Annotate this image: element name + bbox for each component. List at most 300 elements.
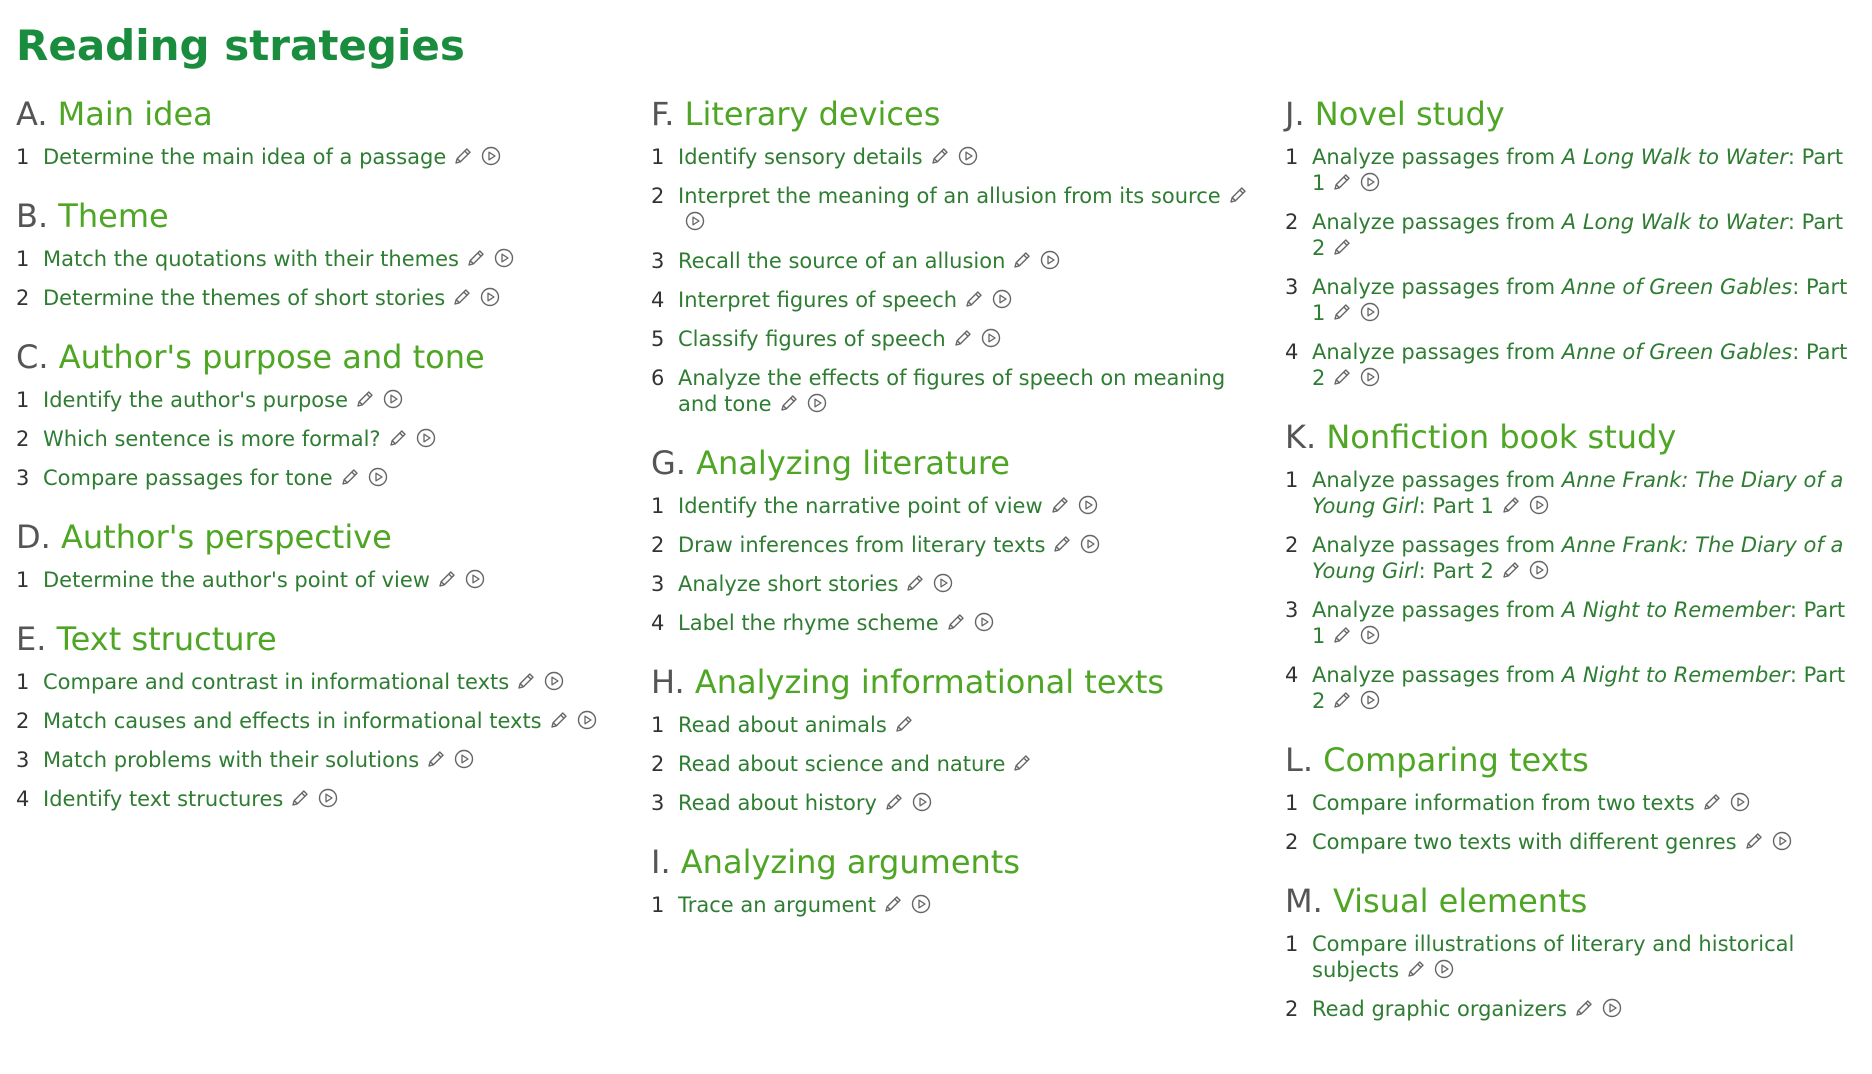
icon-shape [469, 251, 483, 265]
icon-shape [546, 673, 563, 690]
skill-number: 1 [1285, 468, 1299, 492]
skill-link[interactable] [1312, 598, 1845, 648]
column-1 [16, 92, 616, 836]
pencil-icon[interactable] [425, 748, 447, 770]
skill-link[interactable] [678, 791, 877, 815]
skill-item [651, 365, 1251, 417]
section-heading [651, 92, 1251, 136]
pencil-icon[interactable] [893, 713, 915, 735]
icon-shape [1705, 795, 1719, 809]
play-icon[interactable] [1079, 533, 1101, 555]
skill-section [1285, 415, 1855, 714]
skill-link[interactable] [678, 572, 898, 596]
skill-item [1285, 996, 1855, 1022]
skill-item [16, 144, 616, 170]
icon-shape [462, 755, 468, 763]
icon-graphic [1331, 689, 1353, 711]
icon-shape [1603, 1000, 1620, 1017]
icon-graphic [452, 145, 474, 167]
play-icon[interactable] [911, 791, 933, 813]
skill-list [16, 669, 616, 812]
pencil-icon[interactable] [339, 466, 361, 488]
skill-text: Analyze passages from [1312, 598, 1562, 622]
skill-number: 2 [1285, 210, 1299, 234]
skill-link[interactable] [1312, 340, 1847, 390]
play-icon[interactable] [1359, 689, 1381, 711]
icon-shape [519, 674, 533, 688]
skill-item [651, 892, 1251, 918]
icon-shape [502, 254, 508, 262]
skill-section [16, 617, 616, 812]
icon-graphic [317, 787, 339, 809]
skill-link[interactable] [1312, 145, 1843, 195]
skill-list [16, 567, 616, 593]
skill-text: Recall the source of an allusion [678, 249, 1006, 273]
pencil-icon[interactable] [451, 286, 473, 308]
icon-shape [1362, 627, 1379, 644]
icon-graphic [387, 427, 409, 449]
play-icon[interactable] [1359, 171, 1381, 193]
skill-text: Analyze passages from [1312, 275, 1562, 299]
icon-shape [967, 292, 981, 306]
skill-text: : Part 2 [1312, 663, 1846, 713]
skill-link[interactable] [1312, 663, 1845, 713]
section-heading [1285, 879, 1855, 923]
skill-number: 3 [16, 466, 30, 490]
skill-number: 2 [651, 752, 665, 776]
icon-graphic [339, 466, 361, 488]
skill-text: Determine the author's point of view [43, 568, 430, 592]
pencil-icon[interactable] [1573, 997, 1595, 1019]
play-icon[interactable] [806, 392, 828, 414]
icon-graphic [1331, 301, 1353, 323]
skill-link[interactable] [678, 366, 1225, 416]
skill-link[interactable] [1312, 210, 1843, 260]
icon-shape [1738, 798, 1744, 806]
icon-shape [1780, 837, 1786, 845]
skill-item [16, 669, 616, 695]
icon-shape [456, 751, 473, 768]
skill-item [1285, 931, 1855, 983]
play-icon[interactable] [980, 327, 1002, 349]
pencil-icon[interactable] [952, 327, 974, 349]
skill-text: Analyze passages from [1312, 468, 1562, 492]
skill-list [651, 892, 1251, 918]
play-icon[interactable] [991, 288, 1013, 310]
pencil-icon[interactable] [1331, 236, 1353, 258]
play-icon[interactable] [1077, 494, 1099, 516]
icon-shape [552, 677, 558, 685]
icon-graphic [1743, 830, 1765, 852]
pencil-icon[interactable] [1051, 533, 1073, 555]
pencil-icon[interactable] [354, 388, 376, 410]
section-letter: C. [16, 338, 49, 376]
section-heading [651, 840, 1251, 884]
icon-shape [1504, 563, 1518, 577]
skill-link[interactable] [1312, 468, 1843, 518]
play-icon[interactable] [464, 568, 486, 590]
play-icon[interactable] [367, 466, 389, 488]
pencil-icon[interactable] [1331, 689, 1353, 711]
skill-text: Which sentence is more formal? [43, 427, 381, 451]
icon-graphic [991, 288, 1013, 310]
icon-shape [489, 152, 495, 160]
icon-shape [417, 430, 434, 447]
icon-graphic [1331, 236, 1353, 258]
skill-section [16, 515, 616, 593]
icon-shape [919, 900, 925, 908]
skill-text: Determine the main idea of a passage [43, 145, 447, 169]
icon-shape [495, 250, 512, 267]
icon-shape [808, 395, 825, 412]
skill-link[interactable] [43, 670, 509, 694]
section-heading [16, 515, 616, 559]
icon-shape [1362, 692, 1379, 709]
pencil-icon[interactable] [465, 247, 487, 269]
skill-item [1285, 790, 1855, 816]
icon-shape [391, 431, 405, 445]
skill-number: 1 [1285, 145, 1299, 169]
icon-graphic [576, 709, 598, 731]
pencil-icon[interactable] [1500, 494, 1522, 516]
pencil-icon[interactable] [1331, 171, 1353, 193]
skill-link[interactable] [678, 145, 923, 169]
play-icon[interactable] [1359, 366, 1381, 388]
icon-shape [1537, 501, 1543, 509]
book-title: A Night to Remember [1561, 663, 1790, 687]
skill-link[interactable] [678, 288, 957, 312]
icon-graphic [289, 787, 311, 809]
icon-shape [1409, 962, 1423, 976]
play-icon[interactable] [480, 145, 502, 167]
icon-shape [488, 293, 494, 301]
icon-graphic [778, 392, 800, 414]
skill-text: Identify the author's purpose [43, 388, 348, 412]
skill-link[interactable] [1312, 275, 1847, 325]
pencil-icon[interactable] [1500, 559, 1522, 581]
section-title: Author's purpose and tone [58, 338, 485, 376]
skill-number: 1 [16, 247, 30, 271]
icon-shape [1362, 174, 1379, 191]
icon-graphic [1433, 958, 1455, 980]
play-icon[interactable] [453, 748, 475, 770]
play-icon[interactable] [910, 893, 932, 915]
play-icon[interactable] [493, 247, 515, 269]
icon-shape [966, 152, 972, 160]
icon-graphic [453, 748, 475, 770]
play-icon[interactable] [1039, 249, 1061, 271]
icon-shape [1610, 1004, 1616, 1012]
section-title: Analyzing arguments [680, 843, 1020, 881]
section-title: Novel study [1314, 95, 1505, 133]
pencil-icon[interactable] [387, 427, 409, 449]
skill-number: 3 [1285, 598, 1299, 622]
skill-link[interactable] [678, 184, 1221, 208]
pencil-icon[interactable] [548, 709, 570, 731]
play-icon[interactable] [576, 709, 598, 731]
skill-number: 2 [16, 427, 30, 451]
skill-list [16, 144, 616, 170]
section-letter: D. [16, 518, 51, 556]
icon-graphic [1331, 171, 1353, 193]
icon-shape [959, 148, 976, 165]
icon-graphic [973, 611, 995, 633]
icon-shape [1362, 304, 1379, 321]
skill-item [1285, 532, 1855, 584]
play-icon[interactable] [684, 210, 706, 232]
skill-number: 2 [1285, 997, 1299, 1021]
play-icon[interactable] [1601, 997, 1623, 1019]
section-title: Text structure [56, 620, 277, 658]
section-title: Analyzing literature [696, 444, 1010, 482]
icon-graphic [1359, 366, 1381, 388]
icon-shape [1362, 369, 1379, 386]
icon-graphic [957, 145, 979, 167]
skill-number: 1 [16, 388, 30, 412]
icon-shape [578, 712, 595, 729]
skill-text: Compare passages for tone [43, 466, 333, 490]
section-letter: L. [1285, 741, 1313, 779]
skill-list [651, 712, 1251, 816]
icon-shape [455, 290, 469, 304]
skill-link[interactable] [43, 145, 446, 169]
skill-number: 1 [651, 713, 665, 737]
skill-number: 3 [1285, 275, 1299, 299]
pencil-icon[interactable] [1743, 830, 1765, 852]
section-heading [16, 194, 616, 238]
pencil-icon[interactable] [1011, 249, 1033, 271]
icon-graphic [1701, 791, 1723, 813]
book-title: Anne of Green Gables [1561, 340, 1793, 364]
icon-graphic [465, 247, 487, 269]
play-icon[interactable] [1528, 559, 1550, 581]
icon-graphic [893, 713, 915, 735]
skill-number: 4 [651, 288, 665, 312]
icon-shape [989, 334, 995, 342]
section-heading [16, 617, 616, 661]
skill-link[interactable] [43, 466, 333, 490]
icon-graphic [1051, 533, 1073, 555]
icon-shape [1086, 501, 1092, 509]
skill-section [1285, 879, 1855, 1022]
skill-link[interactable] [43, 427, 381, 451]
pencil-icon[interactable] [1227, 184, 1249, 206]
skill-link[interactable] [43, 286, 445, 310]
pencil-icon[interactable] [289, 787, 311, 809]
skill-text: Label the rhyme scheme [678, 611, 939, 635]
skill-link[interactable] [678, 713, 887, 737]
skill-number: 1 [16, 670, 30, 694]
play-icon[interactable] [1359, 301, 1381, 323]
icon-graphic [1359, 689, 1381, 711]
icon-graphic [436, 568, 458, 590]
skill-link[interactable] [1312, 791, 1695, 815]
icon-shape [1335, 370, 1349, 384]
skill-link[interactable] [43, 568, 430, 592]
skill-section [651, 92, 1251, 417]
icon-graphic [367, 466, 389, 488]
skill-item [651, 712, 1251, 738]
skill-link[interactable] [43, 247, 459, 271]
pencil-icon[interactable] [1701, 791, 1723, 813]
skill-link[interactable] [678, 327, 946, 351]
play-icon[interactable] [479, 286, 501, 308]
icon-shape [1000, 295, 1006, 303]
skill-number: 1 [16, 145, 30, 169]
skill-text: Identify text structures [43, 787, 284, 811]
skill-link[interactable] [1312, 533, 1843, 583]
skill-link[interactable] [678, 893, 876, 917]
skill-item [16, 426, 616, 452]
skill-link[interactable] [678, 752, 1005, 776]
skill-list [1285, 467, 1855, 714]
book-title: Anne Frank: The Diary of a Young Girl [1312, 468, 1844, 518]
icon-graphic [1331, 366, 1353, 388]
skill-text: Analyze passages from [1312, 663, 1562, 687]
play-icon[interactable] [1359, 624, 1381, 646]
icon-shape [908, 576, 922, 590]
icon-graphic [806, 392, 828, 414]
icon-shape [1015, 253, 1029, 267]
icon-shape [913, 794, 930, 811]
play-icon[interactable] [973, 611, 995, 633]
skill-item [1285, 274, 1855, 326]
icon-graphic [910, 893, 932, 915]
skill-item [16, 747, 616, 773]
icon-shape [920, 798, 926, 806]
pencil-icon[interactable] [452, 145, 474, 167]
play-icon[interactable] [1729, 791, 1751, 813]
pencil-icon[interactable] [945, 611, 967, 633]
pencil-icon[interactable] [1331, 366, 1353, 388]
pencil-icon[interactable] [778, 392, 800, 414]
icon-shape [343, 470, 357, 484]
play-icon[interactable] [543, 670, 565, 692]
icon-graphic [1359, 301, 1381, 323]
play-icon[interactable] [415, 427, 437, 449]
skill-link[interactable] [43, 388, 348, 412]
pencil-icon[interactable] [882, 893, 904, 915]
icon-shape [1436, 961, 1453, 978]
section-title: Author's perspective [60, 518, 392, 556]
icon-graphic [911, 791, 933, 813]
section-heading [16, 92, 616, 136]
skill-item [651, 326, 1251, 352]
icon-graphic [543, 670, 565, 692]
icon-shape [1530, 562, 1547, 579]
pencil-icon[interactable] [1011, 752, 1033, 774]
book-title: A Long Walk to Water [1561, 145, 1788, 169]
column-3 [1285, 92, 1855, 1046]
icon-graphic [904, 572, 926, 594]
icon-shape [1055, 537, 1069, 551]
section-heading [16, 335, 616, 379]
pencil-icon[interactable] [1331, 624, 1353, 646]
skill-text: : Part 2 [1312, 210, 1844, 260]
icon-shape [1442, 965, 1448, 973]
icon-shape [358, 392, 372, 406]
icon-graphic [1500, 559, 1522, 581]
icon-shape [1048, 256, 1054, 264]
skill-item [16, 285, 616, 311]
play-icon[interactable] [957, 145, 979, 167]
skill-number: 4 [651, 611, 665, 635]
skill-number: 2 [651, 533, 665, 557]
skill-link[interactable] [678, 494, 1043, 518]
book-title: A Night to Remember [1561, 598, 1790, 622]
icon-shape [1231, 188, 1245, 202]
icon-graphic [980, 327, 1002, 349]
pencil-icon[interactable] [963, 288, 985, 310]
skill-number: 6 [651, 366, 665, 390]
icon-graphic [480, 145, 502, 167]
icon-shape [1747, 834, 1761, 848]
pencil-icon[interactable] [1049, 494, 1071, 516]
icon-shape [1577, 1001, 1591, 1015]
pencil-icon[interactable] [904, 572, 926, 594]
section-heading [1285, 92, 1855, 136]
pencil-icon[interactable] [436, 568, 458, 590]
pencil-icon[interactable] [1331, 301, 1353, 323]
skill-list [1285, 790, 1855, 855]
skill-item [16, 567, 616, 593]
play-icon[interactable] [1771, 830, 1793, 852]
icon-shape [585, 716, 591, 724]
pencil-icon[interactable] [1405, 958, 1427, 980]
play-icon[interactable] [1528, 494, 1550, 516]
section-title: Nonfiction book study [1326, 418, 1677, 456]
play-icon[interactable] [932, 572, 954, 594]
icon-graphic [882, 893, 904, 915]
skill-link[interactable] [1312, 997, 1567, 1021]
skill-text: : Part 2 [1312, 340, 1848, 390]
skill-text: : Part 1 [1312, 598, 1846, 648]
skill-list [651, 493, 1251, 636]
icon-shape [391, 395, 397, 403]
icon-shape [473, 575, 479, 583]
icon-graphic [1500, 494, 1522, 516]
page-title: Reading strategies [16, 21, 465, 70]
pencil-icon[interactable] [515, 670, 537, 692]
skill-item [651, 751, 1251, 777]
skill-number: 4 [1285, 340, 1299, 364]
play-icon[interactable] [382, 388, 404, 410]
section-heading [1285, 415, 1855, 459]
icon-shape [949, 615, 963, 629]
icon-shape [320, 790, 337, 807]
skill-text: Analyze passages from [1312, 340, 1562, 364]
skill-link[interactable] [43, 709, 542, 733]
pencil-icon[interactable] [929, 145, 951, 167]
skill-link[interactable] [43, 787, 283, 811]
skill-item [16, 387, 616, 413]
skill-link[interactable] [1312, 932, 1794, 982]
skill-link[interactable] [1312, 830, 1737, 854]
skill-number: 1 [1285, 791, 1299, 815]
pencil-icon[interactable] [883, 791, 905, 813]
skill-link[interactable] [678, 533, 1045, 557]
icon-graphic [1011, 752, 1033, 774]
skill-link[interactable] [43, 748, 419, 772]
play-icon[interactable] [317, 787, 339, 809]
section-letter: B. [16, 197, 49, 235]
skill-link[interactable] [678, 611, 939, 635]
skill-text: Read graphic organizers [1312, 997, 1567, 1021]
skill-section [1285, 92, 1855, 391]
play-icon[interactable] [1433, 958, 1455, 980]
icon-graphic [1359, 624, 1381, 646]
skill-link[interactable] [678, 249, 1005, 273]
